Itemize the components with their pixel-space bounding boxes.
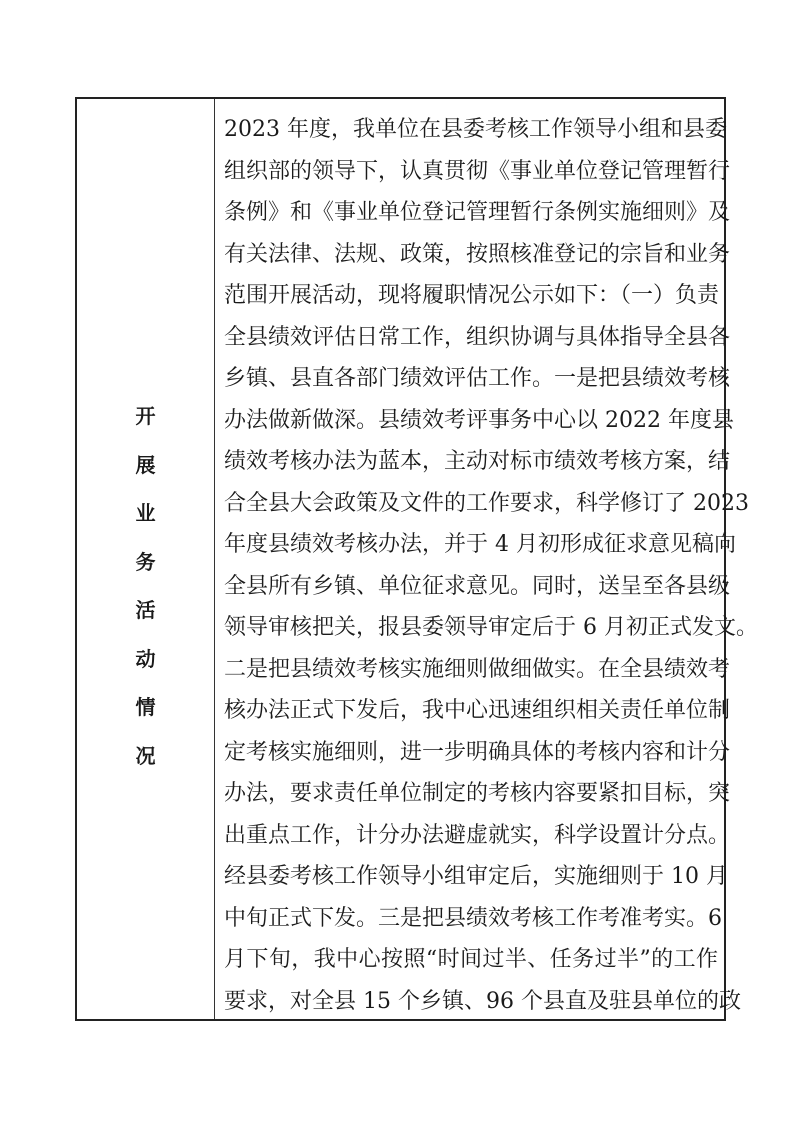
column-divider — [214, 99, 215, 1019]
text-line: 2023 年度，我单位在县委考核工作领导小组和县委 — [224, 117, 727, 142]
text-line: 办法，要求责任单位制定的考核内容要紧扣目标，突 — [224, 781, 731, 806]
text-line: 乡镇、县直各部门绩效评估工作。一是把县绩效考核 — [224, 366, 731, 391]
text-line: 绩效考核办法为蓝本，主动对标市绩效考核方案，结 — [224, 449, 731, 474]
activity-table — [75, 97, 758, 1021]
text-line: 条例》和《事业单位登记管理暂行条例实施细则》及 — [224, 200, 731, 225]
text-line: 领导审核把关，报县委领导审定后于 6 月初正式发文。 — [224, 615, 758, 640]
text-line: 二是把县绩效考核实施细则做细做实。在全县绩效考 — [224, 656, 731, 682]
label-char: 情 — [135, 695, 156, 719]
body-text — [224, 112, 758, 1025]
text-line: 中旬正式下发。三是把县绩效考核工作考准考实。6 — [224, 905, 722, 931]
text-line: 全县所有乡镇、单位征求意见。同时，送呈至各县级 — [224, 573, 731, 599]
text-line: 定考核实施细则，进一步明确具体的考核内容和计分 — [224, 739, 731, 765]
label-char: 况 — [135, 743, 156, 768]
text-line: 要求，对全县 15 个乡镇、96 个县直及驻县单位的政 — [224, 988, 741, 1014]
text-line: 核办法正式下发后，我中心迅速组织相关责任单位制 — [224, 698, 731, 723]
section-label — [77, 404, 214, 792]
label-char: 务 — [135, 549, 156, 574]
text-line: 月下旬，我中心按照“时间过半、任务过半”的工作 — [224, 947, 718, 972]
text-line: 范围开展活动，现将履职情况公示如下：（一）负责 — [224, 283, 720, 308]
text-line: 有关法律、法规、政策，按照核准登记的宗旨和业务 — [224, 241, 731, 267]
text-line: 全县绩效评估日常工作，组织协调与具体指导全县各 — [224, 324, 731, 350]
text-line: 合全县大会政策及文件的工作要求，科学修订了 2023 — [224, 490, 749, 516]
text-line: 年度县绩效考核办法，并于 4 月初形成征求意见稿向 — [224, 532, 736, 557]
text-line: 出重点工作，计分办法避虚就实，科学设置计分点。 — [224, 822, 731, 848]
label-char: 动 — [135, 646, 156, 671]
label-char: 展 — [135, 452, 156, 477]
label-char: 业 — [135, 501, 156, 525]
text-line: 组织部的领导下，认真贯彻《事业单位登记管理暂行 — [224, 158, 731, 184]
text-line: 经县委考核工作领导小组审定后，实施细则于 10 月 — [224, 864, 728, 889]
label-char: 开 — [135, 404, 156, 428]
text-line: 办法做新做深。县绩效考评事务中心以 2022 年度县 — [224, 407, 734, 433]
label-char: 活 — [135, 598, 156, 622]
